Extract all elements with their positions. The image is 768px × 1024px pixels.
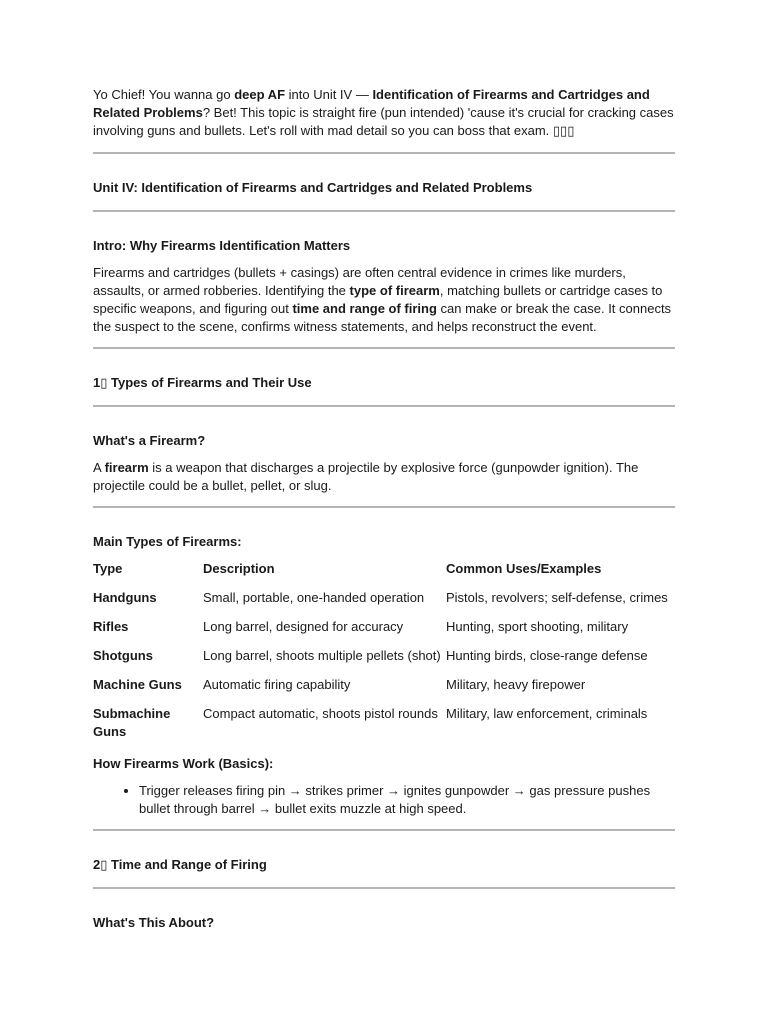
section2-title: 2▯ Time and Range of Firing xyxy=(93,857,267,872)
table-cell: Military, law enforcement, criminals xyxy=(446,706,648,721)
table-cell: Automatic firing capability xyxy=(203,677,351,692)
table-cell: Military, heavy firepower xyxy=(446,677,586,692)
intro-bold-2: Identification of Firearms and Cartridges and Related Problems xyxy=(93,87,650,120)
whats-this-heading: What's This About? xyxy=(93,915,215,930)
intro-text-2: into Unit IV — xyxy=(285,87,373,102)
intro-text-3: ? Bet! This topic is straight fire (pun intended) 'cause it's crucial for cracking cases involving guns and bullets. Let's roll with mad detail so you can boss that exam. xyxy=(93,105,674,138)
table-cell: Long barrel, designed for accuracy xyxy=(203,619,404,634)
table-cell: Compact automatic, shoots pistol rounds xyxy=(203,706,438,721)
table-cell: Small, portable, one-handed operation xyxy=(203,590,425,605)
table-row xyxy=(93,589,675,618)
firearm-types-table xyxy=(93,560,675,741)
intro-paragraph xyxy=(93,86,675,140)
intro-text-1: Yo Chief! You wanna go xyxy=(93,87,235,102)
table-cell: Shotguns xyxy=(93,648,153,663)
table-row xyxy=(93,647,675,676)
table-cell: Submachine Guns xyxy=(93,706,171,739)
table-cell: Hunting, sport shooting, military xyxy=(446,619,629,634)
document-content xyxy=(93,86,675,945)
whats-firearm-paragraph xyxy=(93,459,675,495)
table-row xyxy=(93,618,675,647)
table-row xyxy=(93,705,675,741)
table-cell: Rifles xyxy=(93,619,129,634)
table-cell: Hunting birds, close-range defense xyxy=(446,648,648,663)
how-work-heading: How Firearms Work (Basics): xyxy=(93,756,274,771)
why-bold-1: type of firearm xyxy=(349,283,440,298)
firearm-text-2: is a weapon that discharges a projectile by explosive force (gunpowder ignition). The projectile could be a bullet, pellet, or slug. xyxy=(93,460,639,493)
list-item: • Trigger releases firing pin → strikes primer → ignites gunpowder → gas pressure pushes bullet through barrel → bullet exits muzzle at high speed. xyxy=(139,782,675,818)
section1-title: 1▯ Types of Firearms and Their Use xyxy=(93,375,312,390)
why-text-1: Firearms and cartridges (bullets + casings) are often central evidence in crimes like murders, assaults, or armed robberies. Identifying the xyxy=(93,265,626,298)
why-section xyxy=(93,212,675,347)
main-types-section xyxy=(93,508,675,741)
column-header: Common Uses/Examples xyxy=(446,561,602,576)
column-header: Type xyxy=(93,561,123,576)
table-header-row xyxy=(93,560,675,589)
column-header: Description xyxy=(203,561,275,576)
how-work-list xyxy=(93,782,675,818)
unit-title: Unit IV: Identification of Firearms and Cartridges and Related Problems xyxy=(93,180,533,195)
why-heading: Intro: Why Firearms Identification Matters xyxy=(93,238,351,253)
why-paragraph xyxy=(93,264,675,336)
how-firearms-work-section xyxy=(93,741,675,829)
whats-firearm-section xyxy=(93,407,675,506)
table-cell: Long barrel, shoots multiple pellets (shot) xyxy=(203,648,441,663)
firearm-text-1: A xyxy=(93,460,105,475)
why-text-2: , matching bullets or cartridge cases to specific weapons, and figuring out xyxy=(93,283,663,316)
table-cell: Machine Guns xyxy=(93,677,182,692)
intro-bold-1: deep AF xyxy=(234,87,286,102)
main-types-heading: Main Types of Firearms: xyxy=(93,534,242,549)
table-row xyxy=(93,676,675,705)
emoji-placeholder-icon: ▯▯▯ xyxy=(552,123,575,138)
whats-firearm-heading: What's a Firearm? xyxy=(93,433,206,448)
why-bold-2: time and range of firing xyxy=(292,301,437,316)
firearm-bold: firearm xyxy=(104,460,149,475)
table-cell: Handguns xyxy=(93,590,157,605)
table-cell: Pistols, revolvers; self-defense, crimes xyxy=(446,590,668,605)
why-text-3: can make or break the case. It connects the suspect to the scene, confirms witness statements, and helps reconstruct the event. xyxy=(93,301,672,334)
